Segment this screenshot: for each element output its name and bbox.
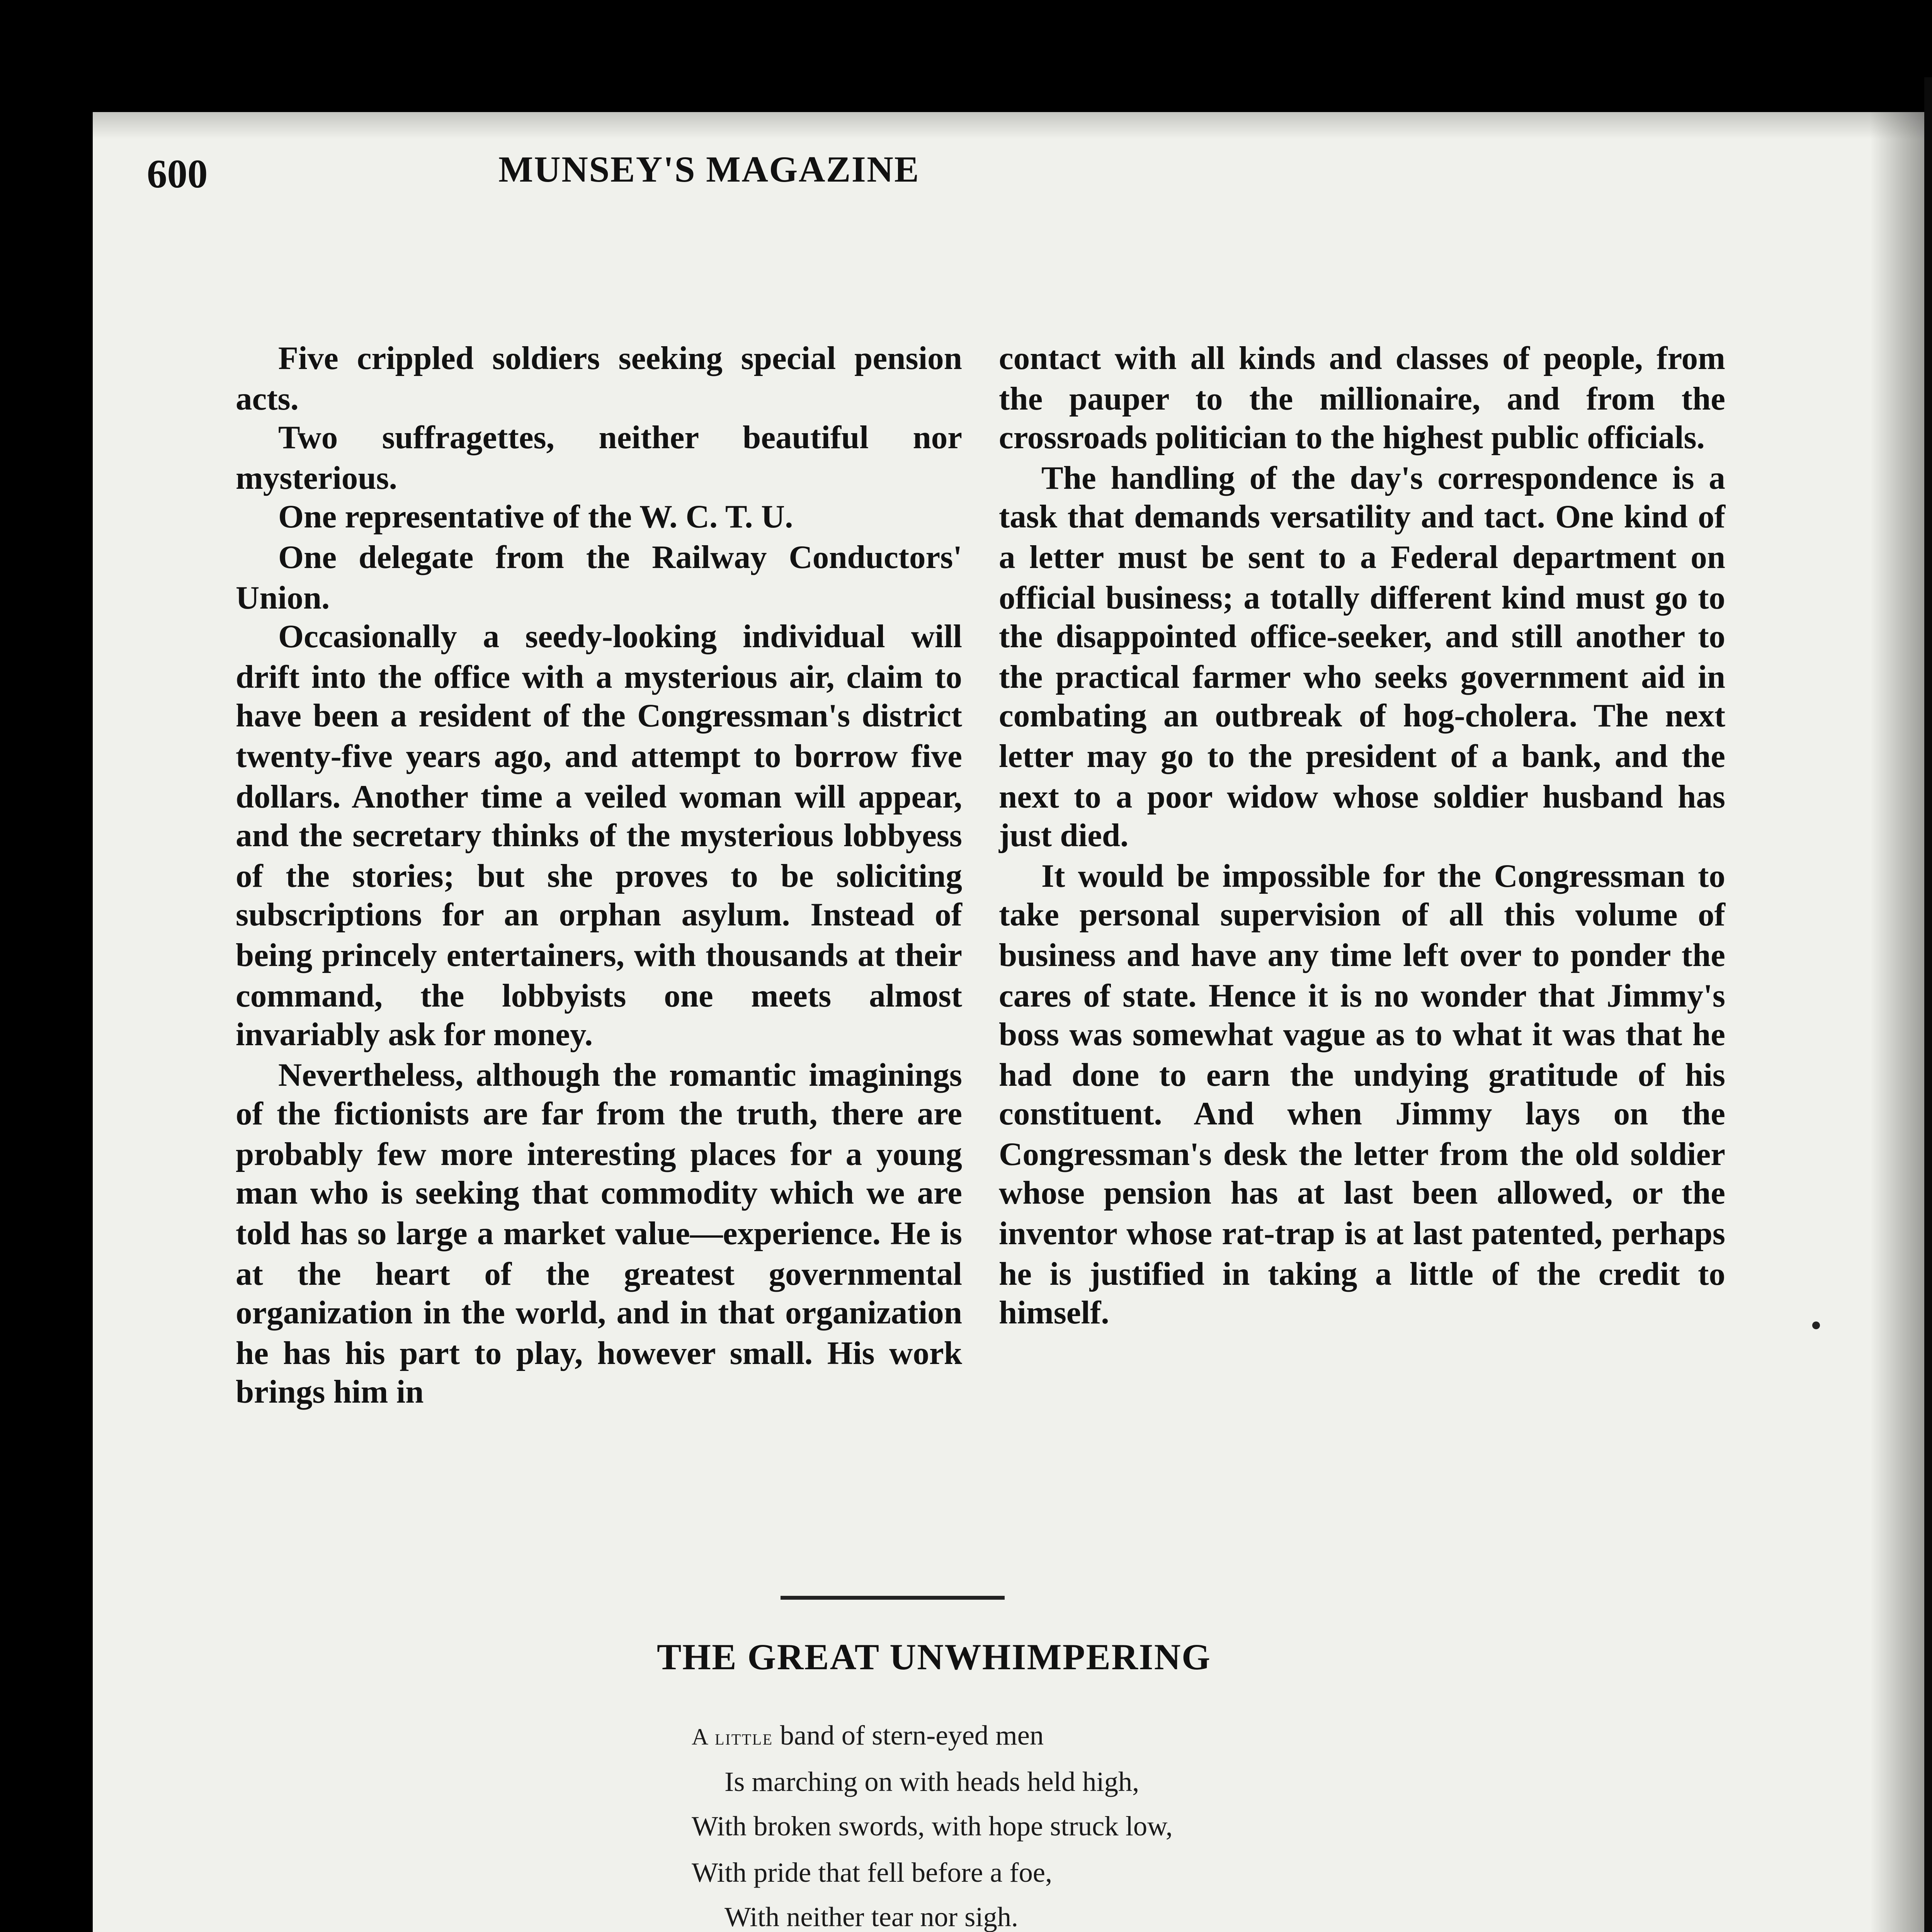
page-number: 600 [147, 151, 208, 197]
poem-line: Is marching on with heads held high, [724, 1767, 1139, 1798]
article-paragraph: Occasionally a seedy-looking individual will drift into the office with a mysterious air, claim to have been a resident of the Congressman's district twenty-five years ago, and attempt to borrow five dollars. Another time a veiled woman will appear, and the secretary thinks of the mysterious lobbyess of the stories; but she proves to be soliciting subscriptions for an orphan asylum. Instead of being princely entertainers, with thousands at their command, the lobbyists one meets almost invariably ask for money. [236, 618, 962, 1053]
page-header [147, 151, 1692, 201]
poem-first-word: A little [692, 1723, 773, 1750]
article-right-column [999, 340, 1725, 1335]
poem-stanza [692, 1716, 1542, 1932]
article-paragraph: Nevertheless, although the romantic imaginings of the fictionists are far from the truth, there are probably few more interesting places for a young man who is seeking that commodity which we are told has so large a market value—experience. He is at the heart of the greatest governmental organization in the world, and in that organization he has his part to play, however small. His work brings him in [236, 1056, 962, 1412]
poem-title: THE GREAT UNWHIMPERING [657, 1638, 1211, 1679]
poem-line: A little band of stern-eyed men [692, 1721, 1044, 1752]
poem-line: With neither tear nor sigh. [724, 1903, 1019, 1932]
poem-line: With broken swords, with hope struck low, [692, 1812, 1173, 1843]
section-divider [781, 1596, 1005, 1600]
poem-body [692, 1716, 1542, 1932]
article-paragraph: The handling of the day's correspondence is a task that demands versatility and tact. One kind of a letter must be sent to a Federal department on official business; a totally different kind must go to the disappointed office-seeker, and still another to the practical farmer who seeks government aid in combating an outbreak of hog-cholera. The next letter may go to the president of a bank, and the next to a poor widow whose soldier husband has just died. [999, 459, 1725, 854]
article-paragraph: Two suffragettes, neither beautiful nor mysterious. [236, 419, 962, 496]
poem-line: With pride that fell before a foe, [692, 1857, 1053, 1889]
dust-speck [1812, 1321, 1820, 1329]
article-paragraph: Five crippled soldiers seeking special pension acts. [236, 340, 962, 417]
article-paragraph-continued: contact with all kinds and classes of people, from the pauper to the millionaire, and from the crossroads politician to the highest public officials. [999, 340, 1725, 456]
article-paragraph: It would be impossible for the Congressman to take personal supervision of all this volume of business and have any time left over to ponder the cares of state. Hence it is no wonder that Jimmy's boss was somewhat vague as to what it was that he had done to earn the undying gratitude of his constituent. And when Jimmy lays on the Congressman's desk the letter from the old soldier whose pension has at last been allowed, or the inventor whose rat-trap is at last patented, perhaps he is justified in taking a little of the credit to himself. [999, 857, 1725, 1332]
article-left-column [236, 340, 962, 1414]
article-paragraph: One delegate from the Railway Conductors' Union. [236, 539, 962, 616]
facing-page-edge [1924, 77, 1932, 1932]
running-head: MUNSEY'S MAGAZINE [498, 151, 920, 191]
article-paragraph: One representative of the W. C. T. U. [278, 499, 793, 536]
